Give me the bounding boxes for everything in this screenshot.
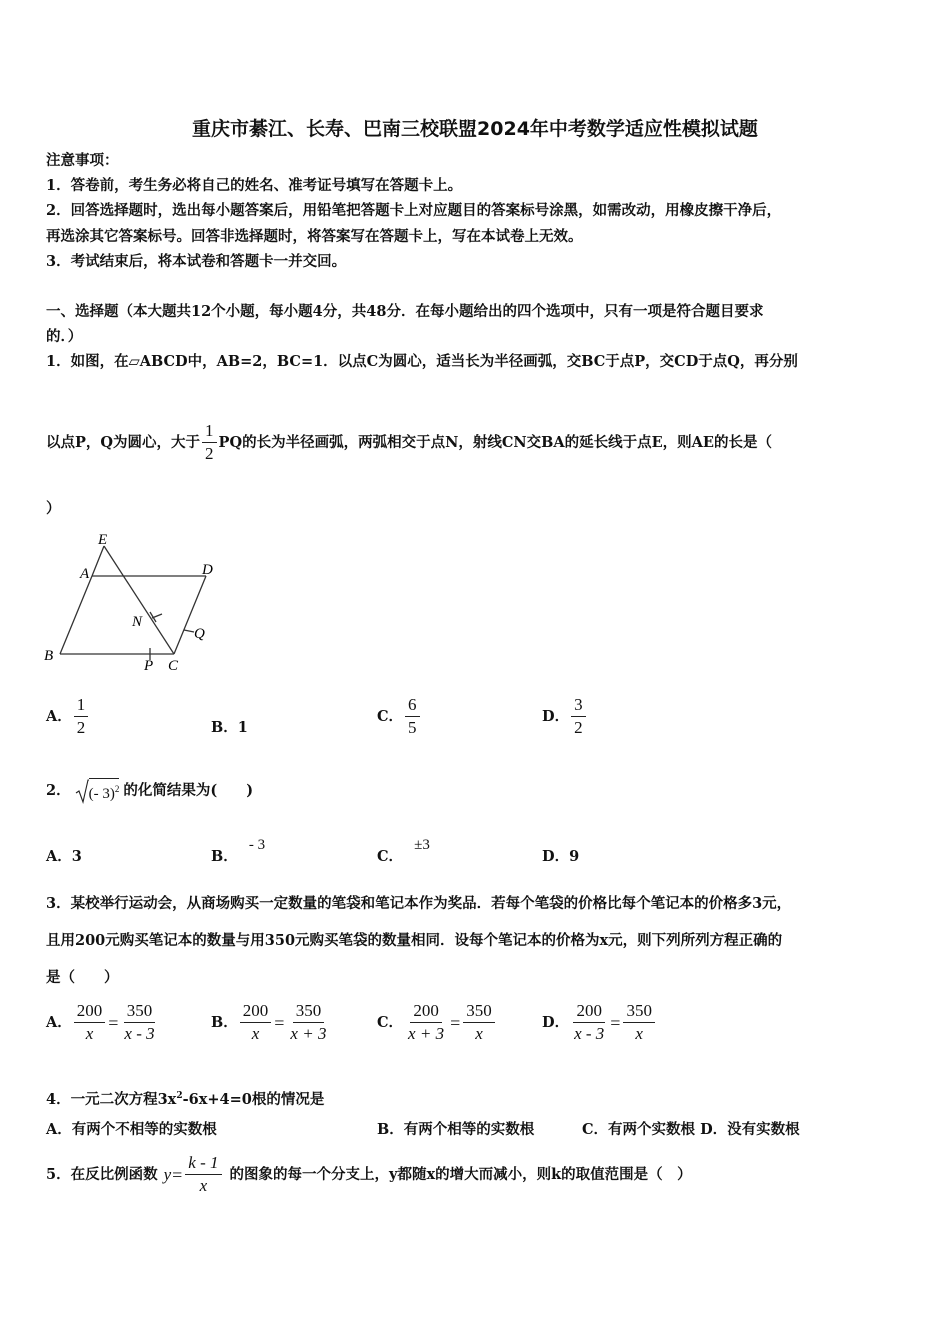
q4-option-b[interactable]: B．有两个相等的实数根	[377, 1121, 535, 1138]
q1-option-d[interactable]	[542, 696, 588, 737]
option-value: ±3	[414, 837, 430, 853]
fraction-numerator: 350	[623, 1002, 655, 1023]
rhs-fraction	[121, 1002, 157, 1043]
q1-stem-close: ）	[46, 500, 61, 517]
q2-option-c[interactable]	[377, 837, 430, 866]
q5-fraction	[185, 1154, 221, 1195]
notice-item: 2．回答选择题时，选出每小题答案后，用铅笔把答题卡上对应题目的答案标号涂黑，如需改动，用橡皮擦干净后，	[46, 202, 782, 219]
fraction-numerator: 200	[240, 1002, 272, 1023]
q4-stem-post: -6x+4=0根的情况是	[182, 1090, 325, 1108]
segment-ba	[60, 576, 92, 654]
fraction-denominator: x	[475, 1024, 483, 1043]
option-label: D．	[542, 848, 570, 865]
q3-option-a[interactable]	[46, 1002, 160, 1043]
q1-option-a[interactable]	[46, 696, 90, 737]
q5-stem-post: 的图象的每一个分支上，y都随x的增大而减小，则k的取值范围是（ ）	[229, 1165, 692, 1183]
equals-sign: =	[108, 1012, 119, 1033]
q1-stem-line2	[46, 422, 772, 463]
q2-option-b[interactable]	[211, 837, 266, 866]
q1-option-b[interactable]	[211, 719, 248, 737]
q2-suffix: 的化简结果为( )	[123, 782, 254, 799]
q2-radical	[75, 778, 120, 804]
lhs-fraction	[240, 1002, 272, 1043]
fraction-numerator: 1	[202, 422, 217, 443]
fraction-denominator: 5	[408, 718, 417, 737]
q1-half-fraction	[202, 422, 217, 463]
segment-cd	[174, 576, 206, 654]
radicand-text: (- 3)	[88, 786, 115, 802]
option-fraction	[405, 696, 420, 737]
fraction-denominator: x	[199, 1176, 208, 1195]
option-label: A．	[46, 707, 72, 725]
fraction-denominator: 2	[574, 718, 583, 737]
fraction-denominator: x + 3	[408, 1024, 445, 1043]
option-label: C．	[377, 848, 404, 865]
option-label: B．	[211, 848, 238, 865]
label-p: P	[144, 658, 154, 674]
option-fraction	[571, 696, 586, 737]
fraction-denominator: 2	[76, 718, 86, 737]
option-label: C．	[377, 1013, 404, 1031]
q5-stem	[46, 1154, 692, 1195]
fraction-numerator: 200	[410, 1002, 442, 1023]
q1-option-c[interactable]	[377, 696, 422, 737]
fraction-numerator: k - 1	[185, 1154, 221, 1175]
q4-option-a[interactable]: A．有两个不相等的实数根	[46, 1121, 217, 1138]
sqrt-sign-icon	[75, 778, 89, 804]
fraction-numerator: 350	[293, 1002, 325, 1023]
fraction-numerator: 6	[405, 696, 420, 717]
option-label: D．	[542, 707, 570, 725]
q4-option-cd[interactable]: C．有两个实数根 D．没有实数根	[582, 1121, 800, 1138]
option-value: 3	[71, 848, 82, 865]
label-a: A	[80, 566, 90, 582]
q3-stem: 3．某校举行运动会，从商场购买一定数量的笔袋和笔记本作为奖品．若每个笔袋的价格比每个笔记本的价格多3元，	[46, 895, 792, 912]
option-label: C．	[377, 707, 404, 725]
label-c: C	[168, 658, 179, 674]
segment-ae	[92, 546, 104, 576]
section-heading: 一、选择题（本大题共12个小题，每小题4分，共48分．在每小题给出的四个选项中，只有一项是符合题目要求	[46, 303, 764, 320]
notice-heading: 注意事项：	[46, 152, 119, 169]
q5-y: y	[163, 1164, 172, 1184]
q1-stem-pre: 以点P，Q为圆心，大于	[46, 433, 201, 451]
fraction-numerator: 350	[124, 1002, 156, 1023]
option-label: B．	[211, 1013, 238, 1031]
label-d: D	[202, 562, 213, 578]
label-q: Q	[194, 626, 205, 642]
fraction-numerator: 200	[74, 1002, 106, 1023]
fraction-numerator: 3	[571, 696, 586, 717]
q1-stem-post: PQ的长为半径画弧，两弧相交于点N，射线CN交BA的延长线于点E，则AE的长是（	[218, 433, 772, 451]
fraction-denominator: x	[251, 1024, 260, 1043]
rhs-fraction	[463, 1002, 495, 1043]
lhs-fraction	[405, 1002, 447, 1043]
parallelogram-figure	[40, 528, 240, 678]
lhs-fraction	[571, 1002, 607, 1043]
option-value: - 3	[248, 837, 266, 853]
equals-sign: =	[610, 1012, 621, 1033]
q3-option-b[interactable]	[211, 1002, 331, 1043]
label-e: E	[98, 532, 108, 548]
q3-stem-line2: 且用200元购买笔记本的数量与用350元购买笔袋的数量相同．设每个笔记本的价格为x元，则下列所列方程正确的	[46, 932, 783, 949]
fraction-denominator: x	[85, 1024, 94, 1043]
fraction-denominator: x	[635, 1024, 643, 1043]
q2-radicand	[89, 778, 120, 803]
label-n: N	[132, 614, 143, 630]
q1-stem: 1．如图，在▱ABCD中，AB=2，BC=1．以点C为圆心，适当长为半径画弧，交BC于点P，交CD于点Q，再分别	[46, 353, 798, 370]
option-label: A．	[46, 848, 72, 865]
option-fraction	[74, 696, 89, 737]
q3-option-d[interactable]	[542, 1002, 657, 1043]
q4-stem-pre: 4．一元二次方程3x	[46, 1090, 177, 1108]
q2-option-d[interactable]	[542, 848, 579, 866]
section-heading-cont: 的．）	[46, 328, 83, 345]
label-b: B	[44, 648, 54, 664]
page-title: 重庆市綦江、长寿、巴南三校联盟2024年中考数学适应性模拟试题	[192, 118, 758, 140]
fraction-denominator: x - 3	[574, 1024, 605, 1043]
q3-stem-line3: 是（ ）	[46, 969, 119, 986]
option-value: 1	[237, 719, 248, 736]
q2-option-a[interactable]	[46, 848, 82, 866]
rhs-fraction	[287, 1002, 329, 1043]
q4-exponent: 2	[176, 1091, 183, 1101]
option-label: B．	[211, 719, 238, 736]
equals-sign: =	[450, 1012, 461, 1033]
fraction-denominator: x + 3	[290, 1024, 327, 1043]
fraction-numerator: 350	[463, 1002, 495, 1023]
option-label: D．	[542, 1013, 570, 1031]
lhs-fraction	[74, 1002, 106, 1043]
exponent: 2	[114, 784, 120, 794]
ray-cn	[104, 546, 174, 654]
q3-option-c[interactable]	[377, 1002, 497, 1043]
notice-item: 1．答卷前，考生务必将自己的姓名、准考证号填写在答题卡上。	[46, 177, 463, 194]
option-value: 9	[569, 848, 580, 865]
option-label: A．	[46, 1013, 72, 1031]
q5-stem-pre: 5．在反比例函数	[46, 1165, 158, 1183]
notice-item: 3．考试结束后，将本试卷和答题卡一并交回。	[46, 253, 347, 270]
rhs-fraction	[623, 1002, 655, 1043]
fraction-numerator: 1	[74, 696, 89, 717]
equals-sign: =	[274, 1012, 285, 1033]
notice-item: 再选涂其它答案标号。回答非选择题时，将答案写在答题卡上，写在本试卷上无效。	[46, 228, 583, 245]
q2-stem	[46, 778, 253, 804]
fraction-numerator: 200	[573, 1002, 605, 1023]
q2-number: 2．	[46, 782, 71, 799]
q4-stem	[46, 1087, 324, 1109]
fraction-denominator: x - 3	[124, 1024, 155, 1043]
arc-mark-q	[184, 630, 194, 632]
fraction-denominator: 2	[205, 444, 214, 463]
equals-sign: =	[172, 1164, 183, 1185]
